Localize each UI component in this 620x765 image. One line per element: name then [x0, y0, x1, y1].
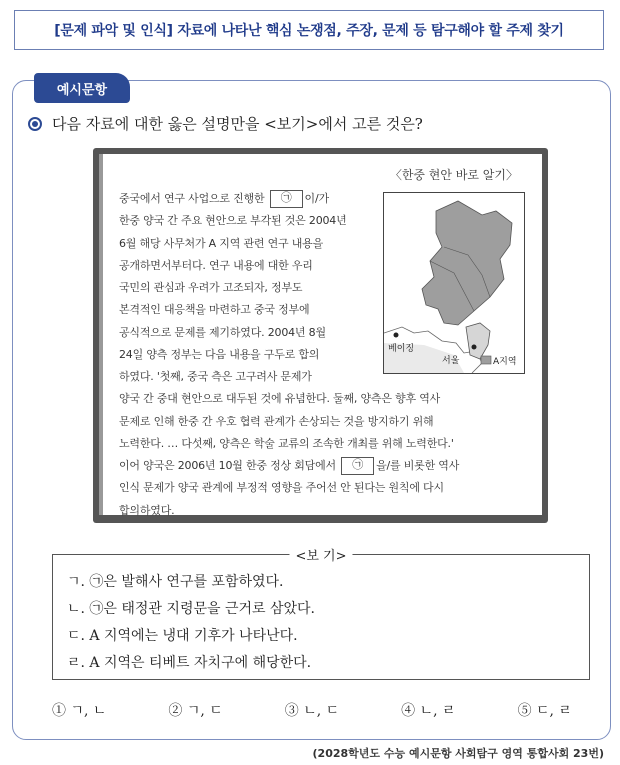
choice-5[interactable]: ⑤ ㄷ, ㄹ [517, 703, 572, 719]
source-line [119, 233, 373, 255]
source-text: 이/가 [304, 192, 329, 205]
map-city-beijing: 베이징 [388, 344, 415, 354]
source-line [119, 388, 529, 410]
header-title: [문제 파악 및 인식] 자료에 나타난 핵심 논쟁점, 주장, 문제 등 탐구해야 할 주제 찾기 [54, 23, 564, 39]
source-text: 중국에서 연구 사업으로 진행한 [119, 192, 268, 205]
bogi-item-3: ㄷ. A 지역에는 냉대 기후가 나타난다. [67, 628, 298, 644]
source-line [119, 366, 529, 388]
source-title: 〈한중 현안 바로 알기〉 [389, 168, 518, 182]
source-line [119, 299, 373, 321]
bullet-icon [28, 117, 42, 131]
source-page [99, 154, 542, 515]
source-material [93, 148, 548, 523]
question-text: 다음 자료에 대한 옳은 설명만을 <보기>에서 고른 것은? [52, 115, 423, 133]
choice-3[interactable]: ③ ㄴ, ㄷ [284, 703, 340, 719]
source-paragraph-top [119, 188, 373, 366]
source-line [119, 455, 529, 477]
map-city-seoul: 서울 [442, 356, 460, 366]
choice-4[interactable]: ④ ㄴ, ㄹ [401, 703, 456, 719]
source-text: 국민의 관심과 우려가 고조되자, 정부도 [119, 281, 303, 295]
source-text: 한중 양국 간 주요 현안으로 부각된 것은 2004년 [119, 214, 347, 228]
source-line [119, 344, 373, 366]
choice-1[interactable]: ① ㄱ, ㄴ [52, 703, 107, 719]
source-paragraph-bottom [119, 366, 529, 522]
source-text: 공개하면서부터다. 연구 내용에 대한 우리 [119, 258, 313, 272]
source-line [119, 188, 373, 210]
source-line [119, 210, 373, 232]
beijing-marker [394, 333, 399, 338]
source-line [119, 477, 529, 499]
source-line [119, 500, 529, 522]
source-line [119, 322, 373, 344]
source-text: 6월 해당 사무처가 A 지역 관련 연구 내용을 [119, 236, 324, 250]
section-header [14, 10, 604, 50]
source-text: 이어 양국은 2006년 10월 한중 정상 회담에서 [119, 459, 340, 473]
source-text: 양국 간 중대 현안으로 대두된 것에 유념한다. 둘째, 양측은 향후 역사 [119, 392, 441, 406]
source-text: 노력한다. … 다섯째, 양측은 학술 교류의 조속한 개최를 위해 노력한다.' [119, 436, 454, 450]
source-line [119, 255, 373, 277]
example-tag [34, 73, 130, 103]
source-text: 하였다. '첫째, 중국 측은 고구려사 문제가 [119, 370, 312, 383]
source-text: 본격적인 대응책을 마련하고 중국 정부에 [119, 303, 310, 317]
source-text: 문제로 인해 한중 간 우호 협력 관계가 손상되는 것을 방지하기 위해 [119, 414, 434, 428]
seoul-marker [472, 345, 477, 350]
choice-2[interactable]: ② ㄱ, ㄷ [168, 703, 223, 719]
bogi-item-1: ㄱ. ㉠은 발해사 연구를 포함하였다. [67, 574, 284, 590]
map-graphic [384, 193, 524, 373]
bogi-item-2: ㄴ. ㉠은 태정관 지령문을 근거로 삼았다. [67, 601, 316, 617]
source-line [119, 411, 529, 433]
example-tag-label: 예시문항 [56, 82, 108, 98]
source-line [119, 277, 373, 299]
bogi-title: <보 기> [289, 545, 352, 564]
region-map [383, 192, 525, 374]
source-text: 24일 양측 정부는 다음 내용을 구두로 합의 [119, 348, 320, 362]
source-text: 합의하였다. [119, 503, 175, 517]
bogi-box [52, 549, 590, 680]
map-legend-label: A지역 [493, 357, 517, 367]
source-citation: (2028학년도 수능 예시문항 사회탐구 영역 통합사회 23번) [312, 747, 604, 760]
bogi-item-4: ㄹ. A 지역은 티베트 자치구에 해당한다. [67, 655, 312, 671]
source-text: 공식적으로 문제를 제기하였다. 2004년 8월 [119, 325, 326, 339]
source-text: 인식 문제가 양국 관계에 부정적 영향을 주어선 안 된다는 원칙에 다시 [119, 481, 444, 495]
blank-box: ㉠ [270, 190, 303, 208]
question [28, 113, 423, 134]
blank-box: ㉠ [341, 457, 374, 475]
source-line [119, 433, 529, 455]
source-text: 을/를 비롯한 역사 [376, 459, 460, 473]
answer-choices [52, 700, 572, 720]
legend-swatch [481, 356, 491, 364]
